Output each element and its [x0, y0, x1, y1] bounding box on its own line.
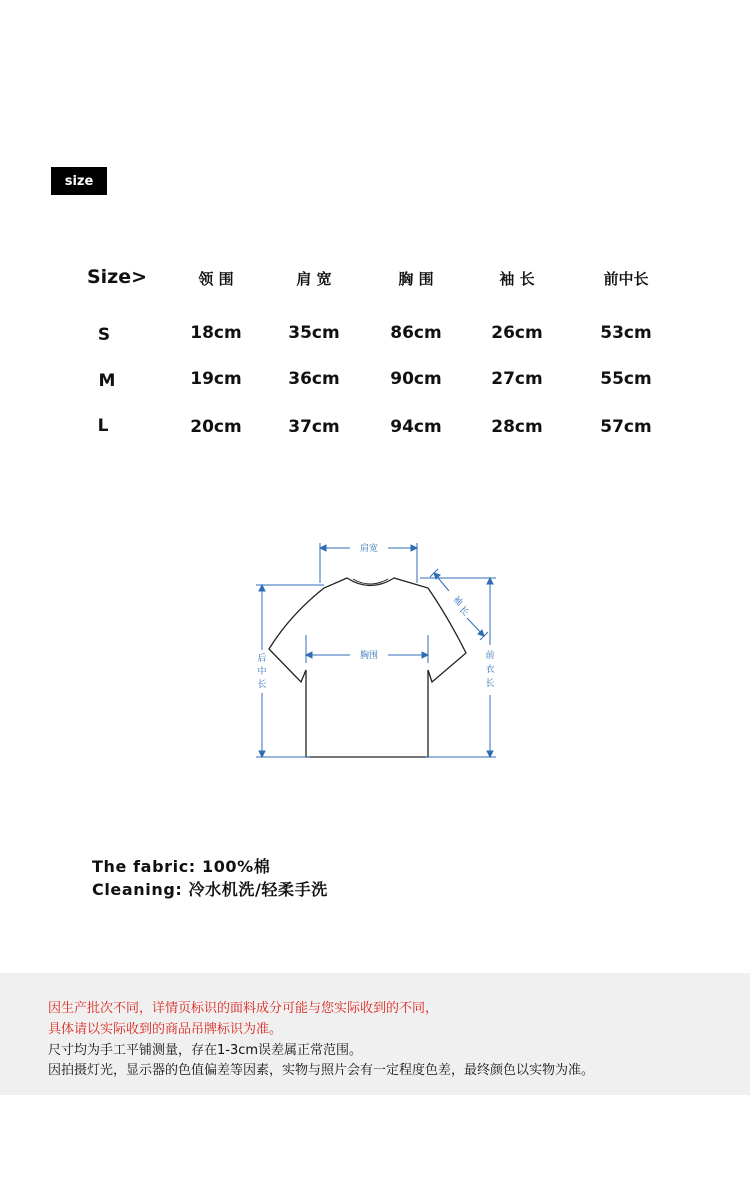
back-label-2: 中 — [257, 667, 267, 677]
front-label-1: 前 — [485, 651, 495, 661]
notice-line-3: 尺寸均为手工平铺测量，存在1-3cm误差属正常范围。 — [48, 1043, 363, 1058]
cell-value: 94cm — [390, 417, 442, 437]
sleeve-label-1: 袖 — [450, 594, 465, 609]
notice-line-1: 因生产批次不同，详情页标识的面料成分可能与您实际收到的不同， — [48, 1001, 439, 1016]
cell-value: 27cm — [491, 369, 543, 389]
size-table — [0, 0, 750, 460]
cell-value: 86cm — [390, 323, 442, 343]
cell-value: 57cm — [600, 417, 652, 437]
cell-value: 19cm — [190, 369, 242, 389]
cell-value: 37cm — [288, 417, 340, 437]
cell-value: 35cm — [288, 323, 340, 343]
cell-value: 53cm — [600, 323, 652, 343]
front-label-3: 长 — [485, 679, 495, 689]
sleeve-label-2: 长 — [456, 604, 471, 619]
size-column-label: Size> — [86, 266, 148, 288]
chest-label: 胸围 — [359, 651, 379, 661]
header-chest: 胸 围 — [398, 270, 434, 288]
tshirt-measurement-diagram — [250, 535, 500, 765]
cell-value: 36cm — [288, 369, 340, 389]
cell-value: 18cm — [190, 323, 242, 343]
back-label-1: 后 — [257, 654, 267, 664]
tshirt-outline — [269, 578, 466, 757]
fabric-cleaning: Cleaning: 冷水机洗/轻柔手洗 — [92, 880, 328, 899]
header-sleeve: 袖 长 — [499, 270, 535, 288]
row-size: M — [98, 371, 116, 391]
tshirt-diagram-svg — [250, 535, 500, 765]
size-tag: size — [51, 167, 107, 195]
row-size: S — [97, 325, 111, 345]
notice-line-2: 具体请以实际收到的商品吊牌标识为准。 — [48, 1022, 283, 1037]
header-collar: 领 围 — [198, 270, 234, 288]
row-size: L — [97, 416, 109, 436]
cell-value: 26cm — [491, 323, 543, 343]
shoulder-label: 肩宽 — [359, 544, 379, 554]
fabric-info — [92, 855, 328, 901]
header-front-length: 前中长 — [603, 270, 649, 288]
notice-line-4: 因拍摄灯光，显示器的色值偏差等因素，实物与照片会有一定程度色差，最终颜色以实物为准。 — [48, 1063, 595, 1078]
header-shoulder: 肩 宽 — [296, 270, 332, 288]
front-label-2: 衣 — [485, 665, 495, 675]
cell-value: 28cm — [491, 417, 543, 437]
fabric-material: The fabric: 100%棉 — [92, 857, 271, 876]
cell-value: 90cm — [390, 369, 442, 389]
back-label-3: 长 — [257, 680, 267, 690]
cell-value: 20cm — [190, 417, 242, 437]
cell-value: 55cm — [600, 369, 652, 389]
notice-box — [0, 973, 750, 1095]
